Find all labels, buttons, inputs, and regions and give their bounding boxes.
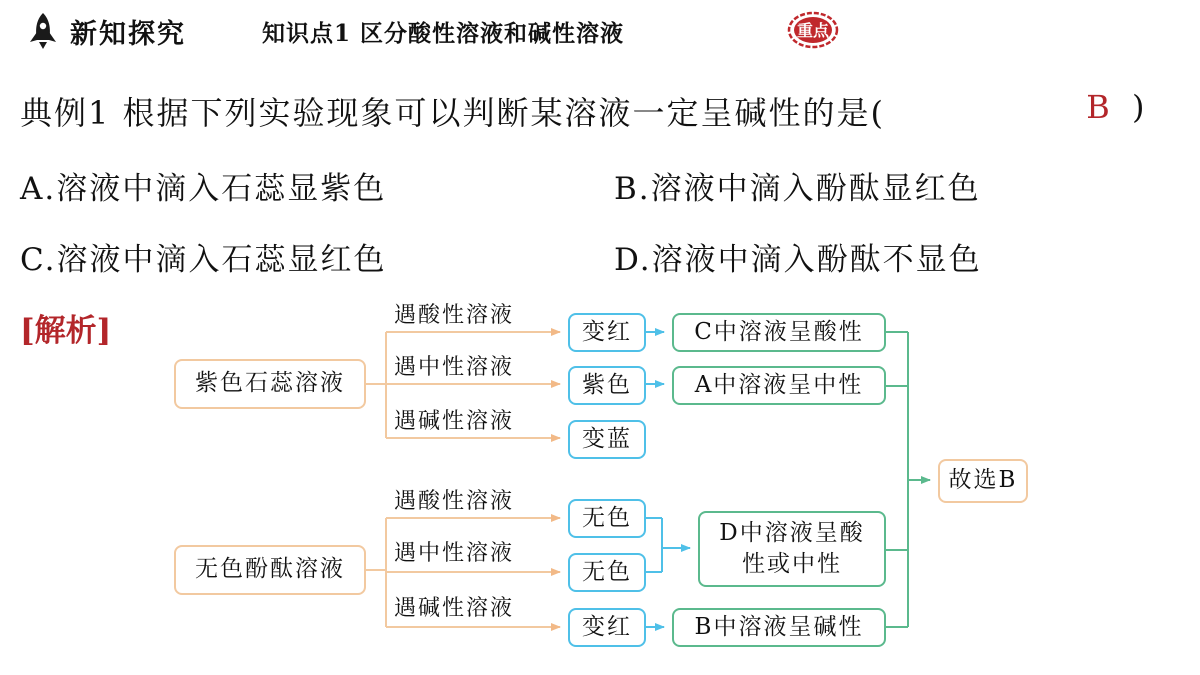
option-b: B.溶液中滴入酚酞显红色 <box>614 171 981 207</box>
litmus-color-neutral: 紫色 <box>568 366 646 405</box>
phenol-color-base: 变红 <box>568 608 646 647</box>
phenol-condition-neutral: 遇中性溶液 <box>394 541 515 566</box>
answer-letter: B <box>1086 88 1112 126</box>
conclusion-d-line2: 性或中性 <box>742 551 842 577</box>
section-title: 新知探究 <box>70 19 186 50</box>
option-c: C.溶液中滴入石蕊显红色 <box>20 242 387 278</box>
conclusion-d-acid-or-neutral <box>698 511 886 587</box>
phenol-color-neutral: 无色 <box>568 553 646 592</box>
conclusion-d-line1: D中溶液呈酸 <box>719 519 865 546</box>
question-text: 典例1 根据下列实验现象可以判断某溶液一定呈碱性的是( <box>20 94 886 132</box>
phenol-source-box: 无色酚酞溶液 <box>174 545 366 595</box>
phenol-condition-base: 遇碱性溶液 <box>394 596 515 621</box>
option-a: A.溶液中滴入石蕊显紫色 <box>20 171 387 207</box>
final-answer-box: 故选B <box>938 459 1028 503</box>
phenol-condition-acid: 遇酸性溶液 <box>394 489 515 514</box>
option-d: D.溶液中滴入酚酞不显色 <box>614 242 982 278</box>
topic-title: 知识点1 区分酸性溶液和碱性溶液 <box>262 20 625 47</box>
conclusion-b-basic: B中溶液呈碱性 <box>672 608 886 647</box>
analysis-label: [解析] <box>20 313 112 349</box>
phenol-color-acid: 无色 <box>568 499 646 538</box>
question-close-paren: ) <box>1132 88 1147 126</box>
conclusion-c-acidic: C中溶液呈酸性 <box>672 313 886 352</box>
litmus-condition-base: 遇碱性溶液 <box>394 409 515 434</box>
conclusion-a-neutral: A中溶液呈中性 <box>672 366 886 405</box>
litmus-color-acid: 变红 <box>568 313 646 352</box>
litmus-condition-neutral: 遇中性溶液 <box>394 355 515 380</box>
litmus-condition-acid: 遇酸性溶液 <box>394 303 515 328</box>
badge-label: 重点 <box>796 21 830 40</box>
litmus-source-box: 紫色石蕊溶液 <box>174 359 366 409</box>
litmus-color-base: 变蓝 <box>568 420 646 459</box>
